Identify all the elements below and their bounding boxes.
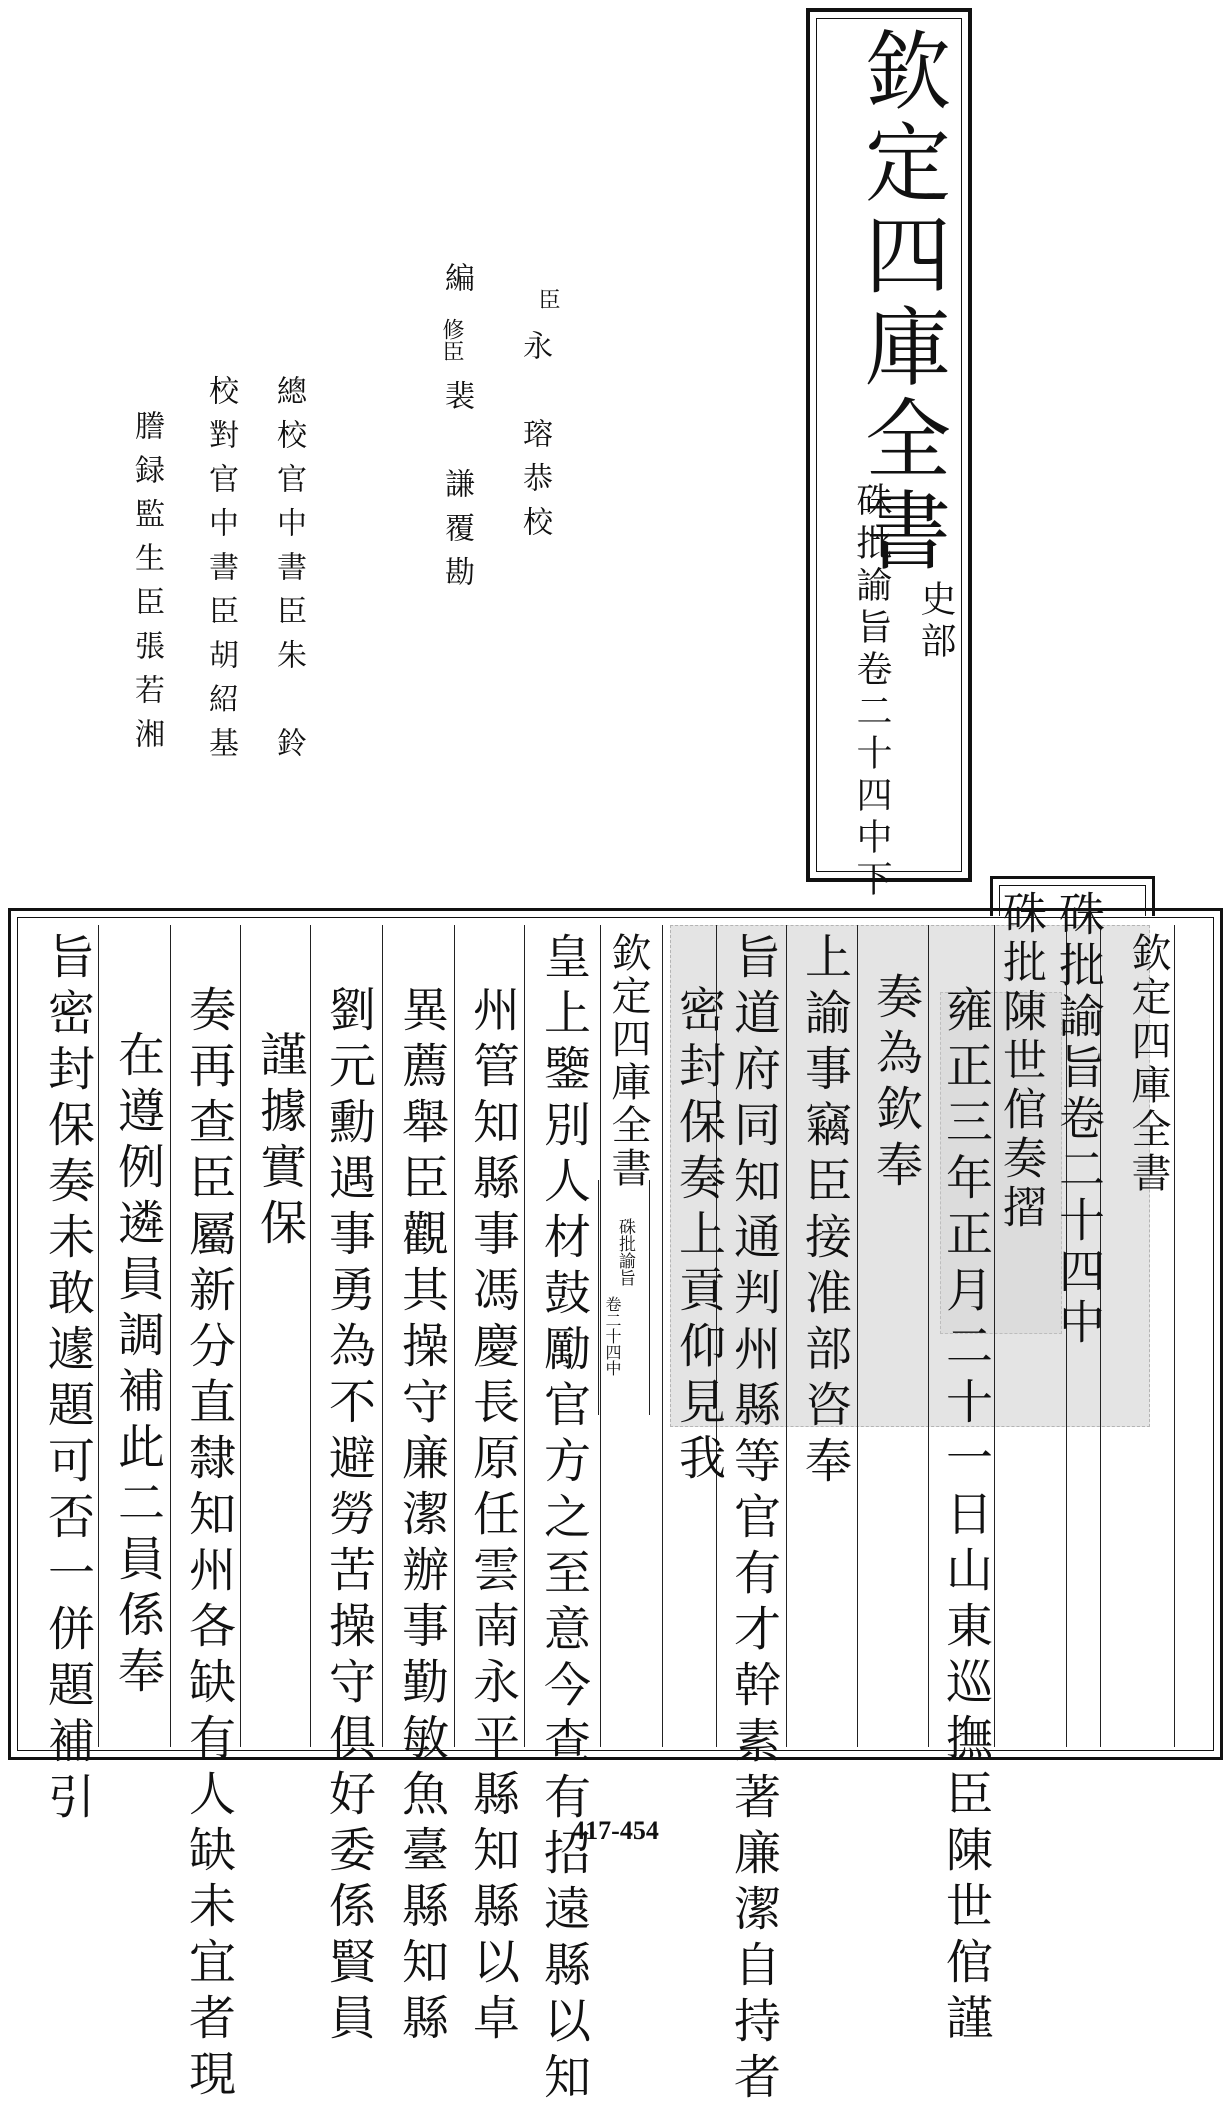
book-volume: 硃批諭旨卷二十四中下 — [851, 482, 892, 902]
fold-marker — [598, 1180, 650, 1415]
volume-heading: 硃批諭旨卷二十四中 — [1052, 890, 1106, 1349]
text-column: 異薦舉臣觀其操守廉潔辦事勤敏魚臺縣知縣 — [394, 985, 449, 2049]
text-column: 上諭事竊臣接准部咨奉 — [797, 932, 852, 1492]
text-column: 奏再查臣屬新分直隸知州各缺有人缺未宜者現 — [181, 985, 236, 2105]
editor-label: 臣 — [535, 288, 560, 310]
text-column: 在遵例遴員調補此二員係奉 — [110, 1030, 165, 1702]
title-box — [806, 8, 972, 902]
text-column: 雍正三年正月二十一日山東巡撫臣陳世倌謹 — [938, 985, 993, 2049]
text-column: 劉元勳遇事勇為不避勞苦操守俱好委係賢員 — [321, 985, 376, 2049]
text-column: 旨密封保奏未敢遽題可否一併題補引 — [40, 932, 95, 1828]
text-column: 州管知縣事馮慶長原任雲南永平縣知縣以卓 — [465, 985, 520, 2049]
compiler-role: 編 — [439, 262, 474, 306]
proofreading-official: 校對官中書臣胡紹基 — [203, 375, 238, 771]
copyist: 謄録監生臣張若湘 — [129, 410, 164, 762]
text-column: 奏為欽奉 — [868, 972, 923, 1196]
text-column: 皇上鑒別人材鼓勵官方之至意今查有招遠縣以知 — [536, 932, 591, 2108]
compiler-name: 裴 謙覆勘 — [439, 380, 474, 600]
chief-proofreader: 總校官中書臣朱 鈴 — [271, 375, 306, 771]
text-column: 謹據實保 — [252, 1030, 307, 1254]
column-rule — [662, 925, 663, 1747]
text-column: 密封保奏上貢仰見我 — [671, 985, 726, 1489]
editor-name: 永 瑢恭校 — [517, 330, 552, 550]
memorial-title: 硃批陳世倌奏摺 — [995, 890, 1046, 1233]
fold-marker-volume: 卷二十四中 — [603, 1296, 622, 1376]
page-number: 417-454 — [572, 1816, 659, 1845]
fold-marker-book: 硃批諭旨 — [615, 1218, 635, 1286]
column-rule — [382, 925, 383, 1747]
compiler-sub: 修臣 — [439, 318, 464, 362]
text-column: 旨道府同知通判州縣等官有才幹素著廉潔自持者 — [726, 932, 781, 2108]
category-label: 史部 — [915, 580, 956, 664]
fold-marker-series: 欽定四庫全書 — [605, 932, 651, 1190]
series-title: 欽定四庫全書 — [1125, 932, 1171, 1196]
cover-title: 欽定四庫全書 — [850, 26, 950, 578]
